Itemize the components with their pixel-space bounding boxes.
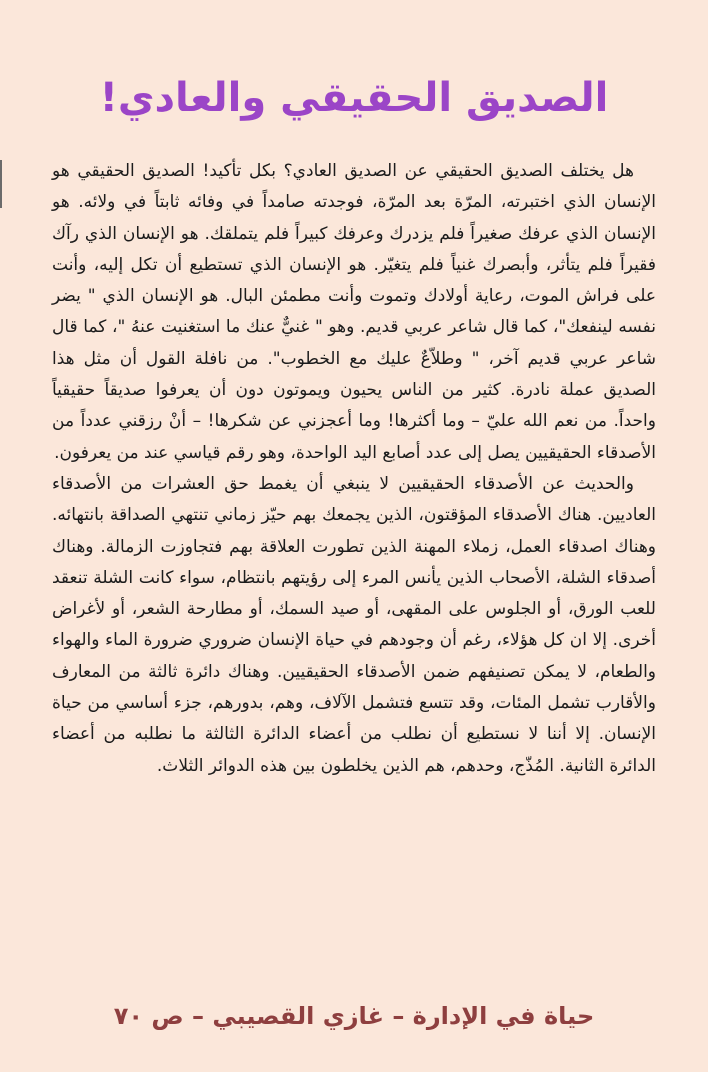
footer-citation: حياة في الإدارة – غازي القصيبي – ص ٧٠	[113, 1002, 595, 1030]
paragraph-1: هل يختلف الصديق الحقيقي عن الصديق العادي؟ بكل تأكيد! الصديق الحقيقي هو الإنسان الذي اختبرته، المرّة بعد المرّة، فوجدته صامداً في وفائه ثابتاً في ولائه. هو الإنسان الذي عرفك صغيراً فلم يزدرك وعرفك كبيراً فلم يتملقك. هو الإنسان الذي رآك فقيراً فلم يتأثر، وأبصرك غنياً فلم يتغيّر. هو الإنسان الذي تستطيع أن تكل إليه، وأنت على فراش الموت، رعاية أولادك وتموت وأنت مطمئن البال. هو الإنسان الذي " يضر نفسه لينفعك"، كما قال شاعر عربي قديم. وهو " غنيٌّ عنك ما استغنيت عنهُ "، كما قال شاعر عربي قديم آخر، " وطلاّعٌ عليك مع الخطوب". من نافلة القول أن مثل هذا الصديق عملة نادرة. كثير من الناس يحيون ويموتون دون أن يعرفوا صديقاً حقيقياً واحداً. من نعم الله عليّ – وما أكثرها! وما أعجزني عن شكرها! – أنْ رزقني عدداً من الأصدقاء الحقيقيين يصل إلى عدد أصابع اليد الواحدة، وهو رقم قياسي عند من يعرفون.	[52, 161, 656, 463]
page-edge-mark	[0, 160, 2, 208]
paragraph-2: والحديث عن الأصدقاء الحقيقيين لا ينبغي أن يغمط حق العشرات من الأصدقاء العاديين. هناك الأصدقاء المؤقتون، الذين يجمعك بهم حيّز زماني تنتهي الصداقة بانتهائه. وهناك اصدقاء العمل، زملاء المهنة الذين تطورت العلاقة بهم فتجاوزت الزمالة. وهناك أصدقاء الشلة، الأصحاب الذين يأنس المرء إلى رؤيتهم بانتظام، سواء كانت الشلة تنعقد للعب الورق، أو الجلوس على المقهى، أو صيد السمك، أو مطارحة الشعر، أو لأغراض أخرى. إلا ان كل هؤلاء، رغم أن وجودهم في حياة الإنسان ضروري ضرورة الماء والهواء والطعام، لا يمكن تصنيفهم ضمن الأصدقاء الحقيقيين. وهناك دائرة ثالثة من المعارف والأقارب تشمل المئات، وقد تتسع فتشمل الآلاف، وهم، بدورهم، جزء أساسي من حياة الإنسان. إلا أننا لا نستطيع أن نطلب من أعضاء الدائرة الثالثة ما نطلبه من أعضاء الدائرة الثانية. المُذّج، وحدهم، هم الذين يخلطون بين هذه الدوائر الثلاث.	[52, 473, 656, 776]
page-title: الصديق الحقيقي والعادي!	[99, 74, 609, 121]
body-text	[52, 156, 656, 782]
